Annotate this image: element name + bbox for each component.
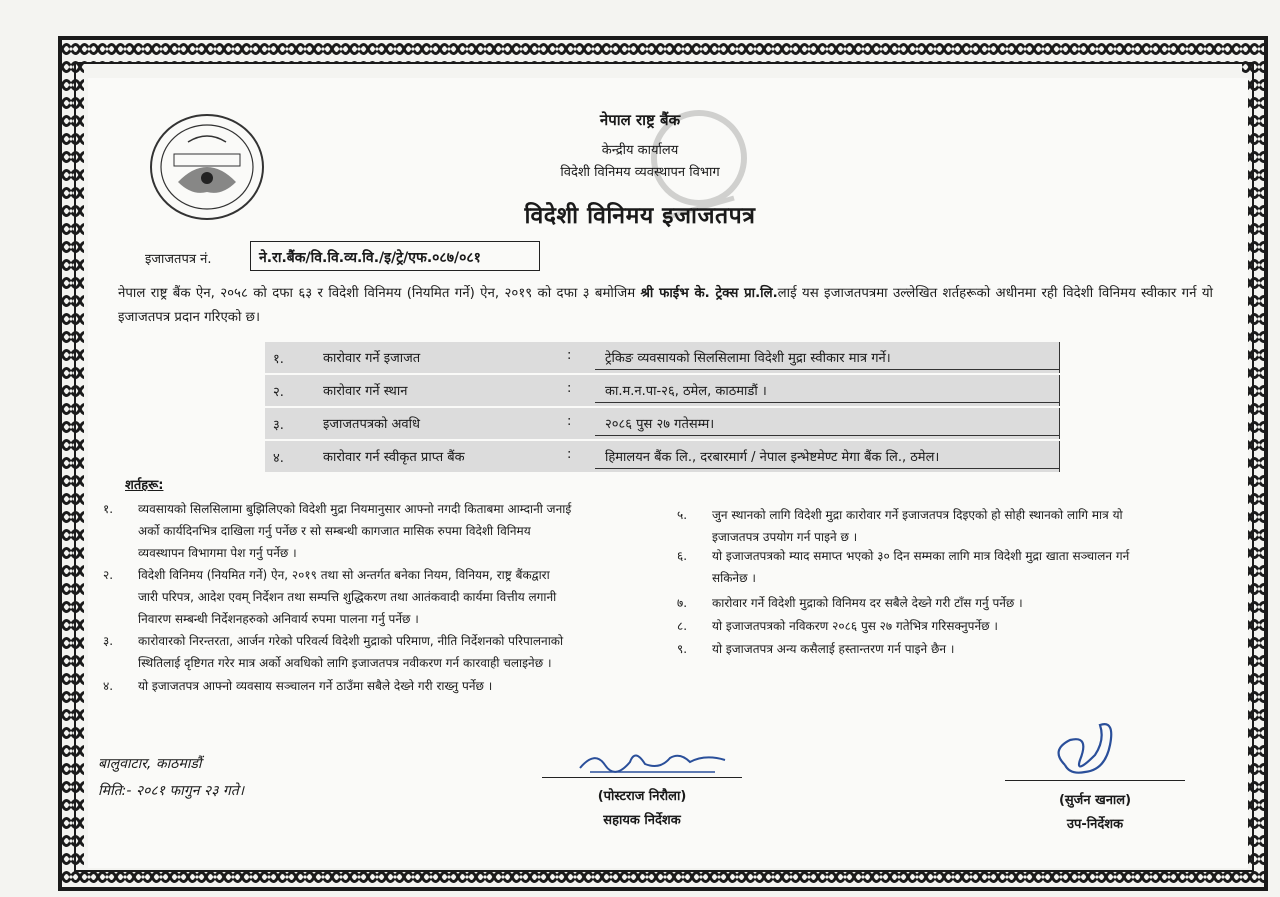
term-number: ३. — [103, 634, 114, 648]
term-line: इजाजतपत्र उपयोग गर्न पाइने छ । — [712, 530, 858, 544]
detail-colon: : — [567, 381, 572, 396]
details-table — [265, 342, 1060, 474]
term-line: यो इजाजतपत्र आफ्नो व्यवसाय सञ्चालन गर्ने ठाउँमा सबैले देख्ने गरी राख्नु पर्नेछ । — [138, 679, 493, 693]
detail-number: ४. — [273, 451, 284, 466]
term-line: कारोवारको निरन्तरता, आर्जन गरेको परिवर्त्य विदेशी मुद्राको परिमाण, नीति निर्देशनको परिपालनाको — [138, 634, 564, 648]
detail-edge — [1059, 441, 1060, 472]
term-text — [712, 504, 1123, 548]
signatory-name: (सुर्जन खनाल) — [1058, 793, 1132, 808]
detail-value: हिमालयन बैंक लि., दरबारमार्ग / नेपाल इन्भेष्टमेण्ट मेगा बैंक लि., ठमेल। — [605, 450, 940, 465]
department-name: विदेशी विनिमय व्यवस्थापन विभाग — [560, 165, 720, 180]
bank-name: नेपाल राष्ट्र बैंक — [599, 111, 681, 129]
term-number: ६. — [677, 549, 688, 563]
term-line: निवारण सम्बन्धी निर्देशनहरुको अनिवार्य रुपमा पालना गर्नु पर्नेछ । — [138, 612, 419, 626]
term-number: ९. — [677, 642, 688, 656]
issue-location: बालुवाटार, काठमाडौं — [98, 756, 202, 772]
permit-number: ने.रा.बैंक/वि.वि.व्य.वि./इ/ट्रे/एफ.०८७/०८१ — [250, 241, 540, 271]
term-number: ५. — [677, 508, 688, 522]
term-line: कारोवार गर्ने विदेशी मुद्राको विनिमय दर सबैले देख्ने गरी टाँस गर्नु पर्नेछ । — [712, 596, 1023, 610]
issue-date: मिति:- २०८१ फागुन २३ गते। — [98, 783, 245, 799]
detail-label: कारोवार गर्ने स्थान — [323, 384, 408, 399]
detail-row — [265, 342, 1060, 373]
term-line: जारी परिपत्र, आदेश एवम् निर्देशन तथा सम्पत्ति शुद्धिकरण तथा आतंकवादी कार्यमा वित्तीय लगानी — [138, 590, 557, 604]
detail-value: २०८६ पुस २७ गतेसम्म। — [605, 417, 715, 432]
detail-underline — [595, 402, 1060, 403]
detail-colon: : — [567, 348, 572, 363]
signature-icon — [575, 740, 735, 780]
terms-heading: शर्तहरू: — [125, 478, 164, 493]
company-name: श्री फाईभ के. ट्रेक्स प्रा.लि. — [640, 286, 778, 301]
term-text — [138, 498, 571, 564]
term-line: विदेशी विनिमय (नियमित गर्ने) ऐन, २०१९ तथा सो अन्तर्गत बनेका नियम, विनियम, राष्ट्र बैंकद्वारा — [138, 568, 550, 582]
intro-paragraph — [118, 282, 1213, 330]
detail-colon: : — [567, 414, 572, 429]
term-text — [138, 675, 492, 697]
detail-number: १. — [273, 352, 284, 367]
signatory-title: उप-निर्देशक — [1066, 817, 1124, 832]
signature-icon — [1045, 710, 1125, 785]
detail-row — [265, 441, 1060, 472]
signature-line — [1005, 780, 1185, 781]
detail-number: २. — [273, 385, 284, 400]
detail-underline — [595, 468, 1060, 469]
term-number: ८. — [677, 619, 688, 633]
office-name: केन्द्रीय कार्यालय — [601, 143, 679, 158]
detail-label: कारोवार गर्न स्वीकृत प्राप्त बैंक — [323, 450, 465, 465]
term-line: व्यवसायको सिलसिलामा बुझिलिएको विदेशी मुद्रा नियमानुसार आफ्नो नगदी किताबमा आम्दानी जनाई — [138, 502, 572, 516]
term-line: जुन स्थानको लागि विदेशी मुद्रा कारोवार गर्ने इजाजतपत्र दिइएको हो सोही स्थानको लागि मात्र यो — [712, 508, 1123, 522]
detail-value: ट्रेकिङ व्यवसायको सिलसिलामा विदेशी मुद्रा स्वीकार मात्र गर्ने। — [605, 351, 891, 366]
signatory-name: (पोस्टराज निरौला) — [597, 789, 687, 804]
term-text — [712, 638, 954, 660]
term-line: यो इजाजतपत्रको नविकरण २०८६ पुस २७ गतेभित्र गरिसक्नुपर्नेछ । — [712, 619, 998, 633]
term-number: १. — [103, 502, 114, 516]
detail-row — [265, 375, 1060, 406]
term-line: यो इजाजतपत्रको म्याद समाप्त भएको ३० दिन सम्मका लागि मात्र विदेशी मुद्रा खाता सञ्चालन गर्न — [712, 549, 1130, 563]
term-number: ७. — [677, 596, 688, 610]
term-text — [712, 592, 1023, 614]
term-number: २. — [103, 568, 114, 582]
term-number: ४. — [103, 679, 114, 693]
term-text — [138, 564, 556, 630]
certificate-title: विदेशी विनिमय इजाजतपत्र — [524, 203, 756, 229]
detail-row — [265, 408, 1060, 439]
term-text — [712, 545, 1129, 589]
detail-colon: : — [567, 447, 572, 462]
intro-text-before: नेपाल राष्ट्र बैंक ऐन, २०५८ को दफा ६३ र विदेशी विनिमय (नियमित गर्ने) ऐन, २०१९ को दफा ३ बमोजिम — [118, 286, 641, 301]
permit-number-label: इजाजतपत्र नं. — [145, 252, 212, 267]
detail-underline — [595, 435, 1060, 436]
term-line: अर्को कार्यदिनभित्र दाखिला गर्नु पर्नेछ र सो सम्बन्धी कागजात मासिक रुपमा विदेशी विनिमय — [138, 524, 531, 538]
term-text — [712, 615, 998, 637]
term-line: व्यवस्थापन विभागमा पेश गर्नु पर्नेछ । — [138, 546, 297, 560]
signatory-title: सहायक निर्देशक — [603, 813, 681, 828]
detail-label: कारोवार गर्ने इजाजत — [323, 351, 421, 366]
term-text — [138, 630, 563, 674]
signature-line — [542, 777, 742, 778]
detail-label: इजाजतपत्रको अवधि — [323, 417, 421, 432]
intro-text-after: लाई यस इजाजतपत्रमा उल्लेखित शर्तहरूको अधीनमा रही विदेशी विनिमय स्वीकार गर्न यो इजाजतपत्र प्रदान गरिएको छ। — [118, 286, 1213, 325]
detail-value: का.म.न.पा-२६, ठमेल, काठमाडौं । — [605, 384, 767, 399]
detail-edge — [1059, 375, 1060, 406]
detail-number: ३. — [273, 418, 284, 433]
detail-underline — [595, 369, 1060, 370]
detail-edge — [1059, 408, 1060, 439]
detail-edge — [1059, 342, 1060, 373]
term-line: यो इजाजतपत्र अन्य कसैलाई हस्तान्तरण गर्न पाइने छैन । — [712, 642, 955, 656]
term-line: स्थितिलाई दृष्टिगत गरेर मात्र अर्को अवधिको लागि इजाजतपत्र नवीकरण गर्न कारवाही चलाइनेछ । — [138, 656, 552, 670]
term-line: सकिनेछ । — [712, 571, 756, 585]
